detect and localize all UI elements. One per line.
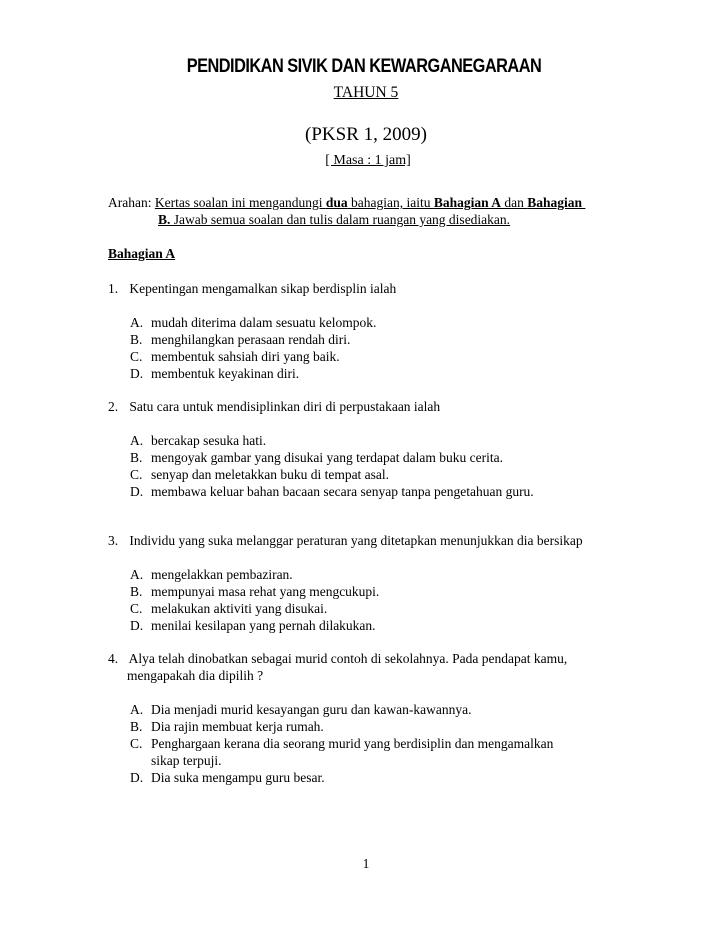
option-2d: D. membawa keluar bahan bacaan secara senyap tanpa pengetahuan guru. <box>130 484 534 499</box>
page-number: 1 <box>362 856 370 871</box>
question-number: 3. <box>108 533 119 548</box>
option-3d: D. menilai kesilapan yang pernah dilakukan. <box>130 618 376 633</box>
question-4 <box>108 651 567 667</box>
question-number: 1. <box>108 281 119 296</box>
exam-duration: [ Masa : 1 jam] <box>325 153 411 168</box>
instructions-line-1 <box>108 195 585 211</box>
question-text: Satu cara untuk mendisiplinkan diri di perpustakaan ialah <box>129 399 441 414</box>
option-4d: D. Dia suka mengampu guru besar. <box>130 770 325 785</box>
option-4a: A. Dia menjadi murid kesayangan guru dan kawan-kawannya. <box>130 702 472 717</box>
option-3c: C. melakukan aktiviti yang disukai. <box>130 601 328 616</box>
instructions-text: Kertas soalan ini mengandungi dua bahagian, iaitu Bahagian A dan Bahagian <box>154 195 583 210</box>
question-4-continued: mengapakah dia dipilih ? <box>127 668 264 683</box>
option-4c: C. Penghargaan kerana dia seorang murid yang berdisiplin dan mengamalkan <box>130 736 554 751</box>
option-1d: D. membentuk keyakinan diri. <box>130 366 300 381</box>
question-3 <box>108 533 583 549</box>
instructions-label: Arahan: <box>108 195 152 210</box>
question-text: Alya telah dinobatkan sebagai murid contoh di sekolahnya. Pada pendapat kamu, <box>128 651 568 666</box>
question-number: 2. <box>108 399 119 414</box>
exam-name: (PKSR 1, 2009) <box>305 124 427 145</box>
document-year: TAHUN 5 <box>333 84 399 101</box>
option-2c: C. senyap dan meletakkan buku di tempat asal. <box>130 467 390 482</box>
instructions-line-2: B. Jawab semua soalan dan tulis dalam ruangan yang disediakan. <box>158 212 511 227</box>
question-1 <box>108 281 396 297</box>
option-1a: A. mudah diterima dalam sesuatu kelompok. <box>130 315 377 330</box>
option-2a: A. bercakap sesuka hati. <box>130 433 267 448</box>
option-3a: A. mengelakkan pembaziran. <box>130 567 293 582</box>
option-2b: B. mengoyak gambar yang disukai yang terdapat dalam buku cerita. <box>130 450 504 465</box>
question-text: Kepentingan mengamalkan sikap berdisplin ialah <box>129 281 397 296</box>
option-1b: B. menghilangkan perasaan rendah diri. <box>130 332 351 347</box>
section-title: Bahagian A <box>108 246 176 261</box>
question-2 <box>108 399 440 415</box>
option-4c-continued: sikap terpuji. <box>151 753 222 768</box>
document-title: PENDIDIKAN SIVIK DAN KEWARGANEGARAAN <box>186 56 542 77</box>
option-4b: B. Dia rajin membuat kerja rumah. <box>130 719 324 734</box>
question-text: Individu yang suka melanggar peraturan yang ditetapkan menunjukkan dia bersikap <box>129 533 583 548</box>
question-number: 4. <box>108 651 119 666</box>
option-1c: C. membentuk sahsiah diri yang baik. <box>130 349 340 364</box>
option-3b: B. mempunyai masa rehat yang mengcukupi. <box>130 584 380 599</box>
